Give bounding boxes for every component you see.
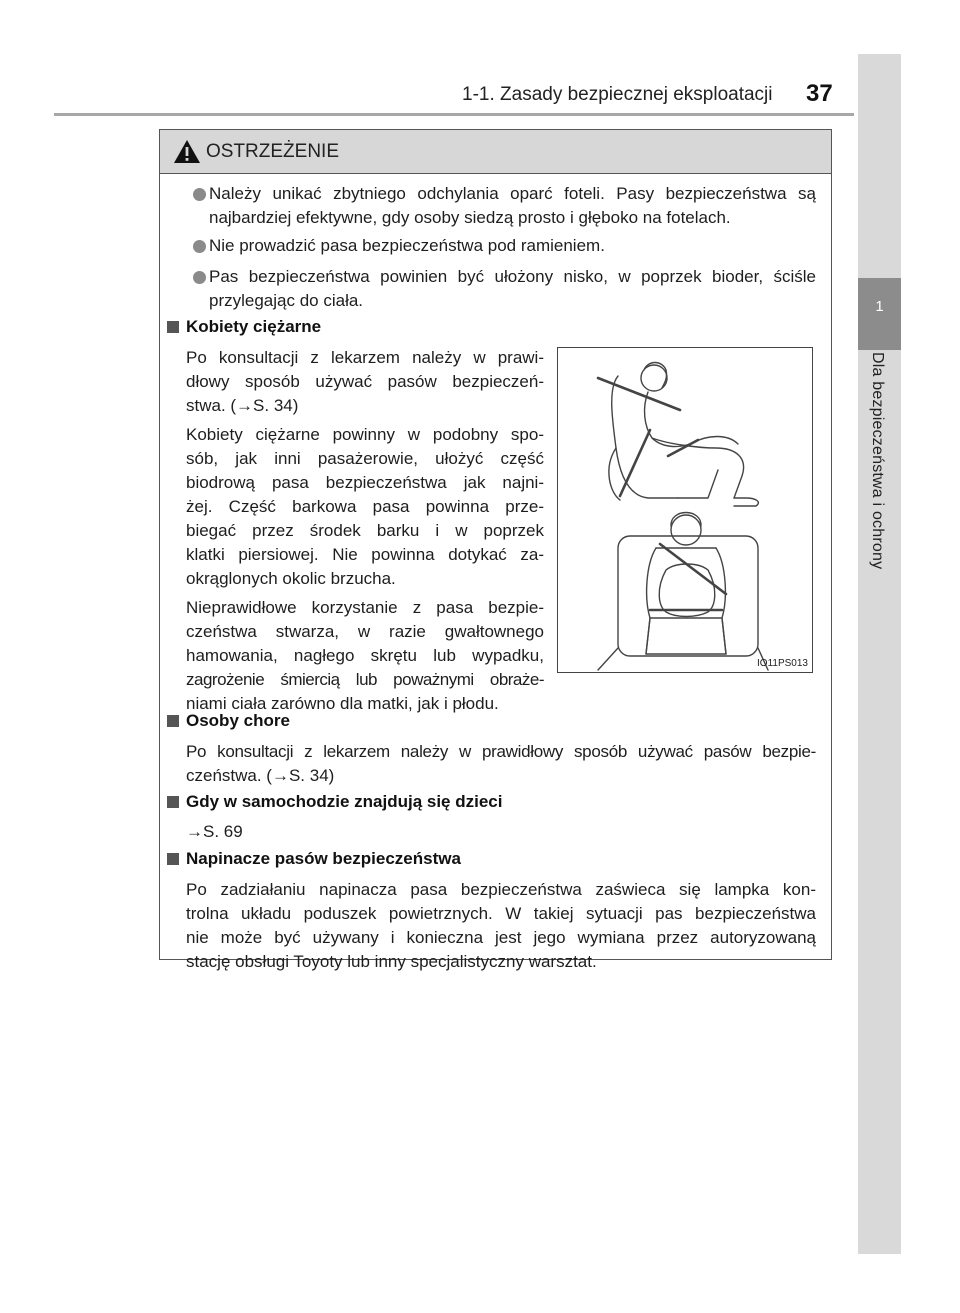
section-title: 1-1. Zasady bezpiecznej eksploatacji xyxy=(462,84,773,105)
bullet-dot xyxy=(193,240,206,253)
text-line: niami ciała zarówno dla matki, jak i płodu. xyxy=(186,694,499,713)
text-line: nie może być używany i konieczna jest jego wymiana przez autoryzowaną xyxy=(186,928,816,947)
text-line: czeństwa stwarza, w razie gwałtownego xyxy=(186,622,544,641)
chapter-title: Dla bezpieczeństwa i ochrony xyxy=(869,352,886,570)
page-number: 37 xyxy=(806,80,833,107)
bullet-line: Należy unikać zbytniego odchylania oparć foteli. Pasy bezpieczeństwa są xyxy=(209,184,816,203)
text-line: Po konsultacji z lekarzem należy w prawidłowy sposób używać pasów bezpie- xyxy=(186,742,816,761)
text-line: Po zadziałaniu napinacza pasa bezpieczeństwa zaświeca się lampka kon- xyxy=(186,880,816,899)
text-line: czeństwa. (→S. 34) xyxy=(186,766,335,785)
bullet-dot xyxy=(193,271,206,284)
warning-header xyxy=(160,130,831,174)
text-line: Kobiety ciężarne powinny w podobny spo- xyxy=(186,425,544,444)
section-marker xyxy=(167,321,179,333)
side-chapter-strip xyxy=(858,54,901,1254)
section-marker xyxy=(167,853,179,865)
chapter-number: 1 xyxy=(875,298,884,315)
page-reference[interactable]: →S. 69 xyxy=(186,822,243,841)
section-marker xyxy=(167,715,179,727)
section-heading-children: Gdy w samochodzie znajdują się dzieci xyxy=(186,792,503,811)
text-line: dłowy sposób używać pasów bezpieczeń- xyxy=(186,372,544,391)
header-rule xyxy=(54,113,854,116)
figure-code: IO11PS013 xyxy=(757,658,808,669)
text-line: stację obsługi Toyoty lub inny specjalistyczny warsztat. xyxy=(186,952,597,971)
seatbelt-illustration xyxy=(557,347,813,673)
bullet-line: najbardziej efektywne, gdy osoby siedzą prosto i głęboko na fotelach. xyxy=(209,208,731,227)
pregnant-seatbelt-drawing xyxy=(558,348,812,672)
text-line: sób, jak inni pasażerowie, ułożyć część xyxy=(186,449,544,468)
warning-triangle-icon xyxy=(173,139,201,164)
section-marker xyxy=(167,796,179,808)
text-line: zagrożenie śmiercią lub poważnymi obraże- xyxy=(186,670,544,689)
text-line: okrąglonych okolic brzucha. xyxy=(186,569,396,588)
text-line: trolna układu poduszek powietrznych. W takiej sytuacji pas bezpieczeństwa xyxy=(186,904,816,923)
text-line: Nieprawidłowe korzystanie z pasa bezpie- xyxy=(186,598,544,617)
bullet-line: przylegając do ciała. xyxy=(209,291,364,310)
section-heading-pretensioners: Napinacze pasów bezpieczeństwa xyxy=(186,849,461,868)
bullet-line: Pas bezpieczeństwa powinien być ułożony nisko, w poprzek bioder, ściśle xyxy=(209,267,816,286)
bullet-line: Nie prowadzić pasa bezpieczeństwa pod ramieniem. xyxy=(209,236,605,255)
text-line: hamowania, nagłego skrętu lub wypadku, xyxy=(186,646,544,665)
text-line: biegać przez środek barku i w poprzek xyxy=(186,521,544,540)
text-line: stwa. (→S. 34) xyxy=(186,396,299,415)
warning-label: OSTRZEŻENIE xyxy=(206,141,340,162)
text-line: Po konsultacji z lekarzem należy w prawi- xyxy=(186,348,544,367)
text-line: biodrową pasa bezpieczeństwa jak najni- xyxy=(186,473,544,492)
bullet-dot xyxy=(193,188,206,201)
text-line: żej. Część barkowa pasa powinna prze- xyxy=(186,497,544,516)
text-line: klatki piersiowej. Nie powinna dotykać za- xyxy=(186,545,544,564)
section-heading-pregnant: Kobiety ciężarne xyxy=(186,317,322,336)
section-heading-sick: Osoby chore xyxy=(186,711,290,730)
